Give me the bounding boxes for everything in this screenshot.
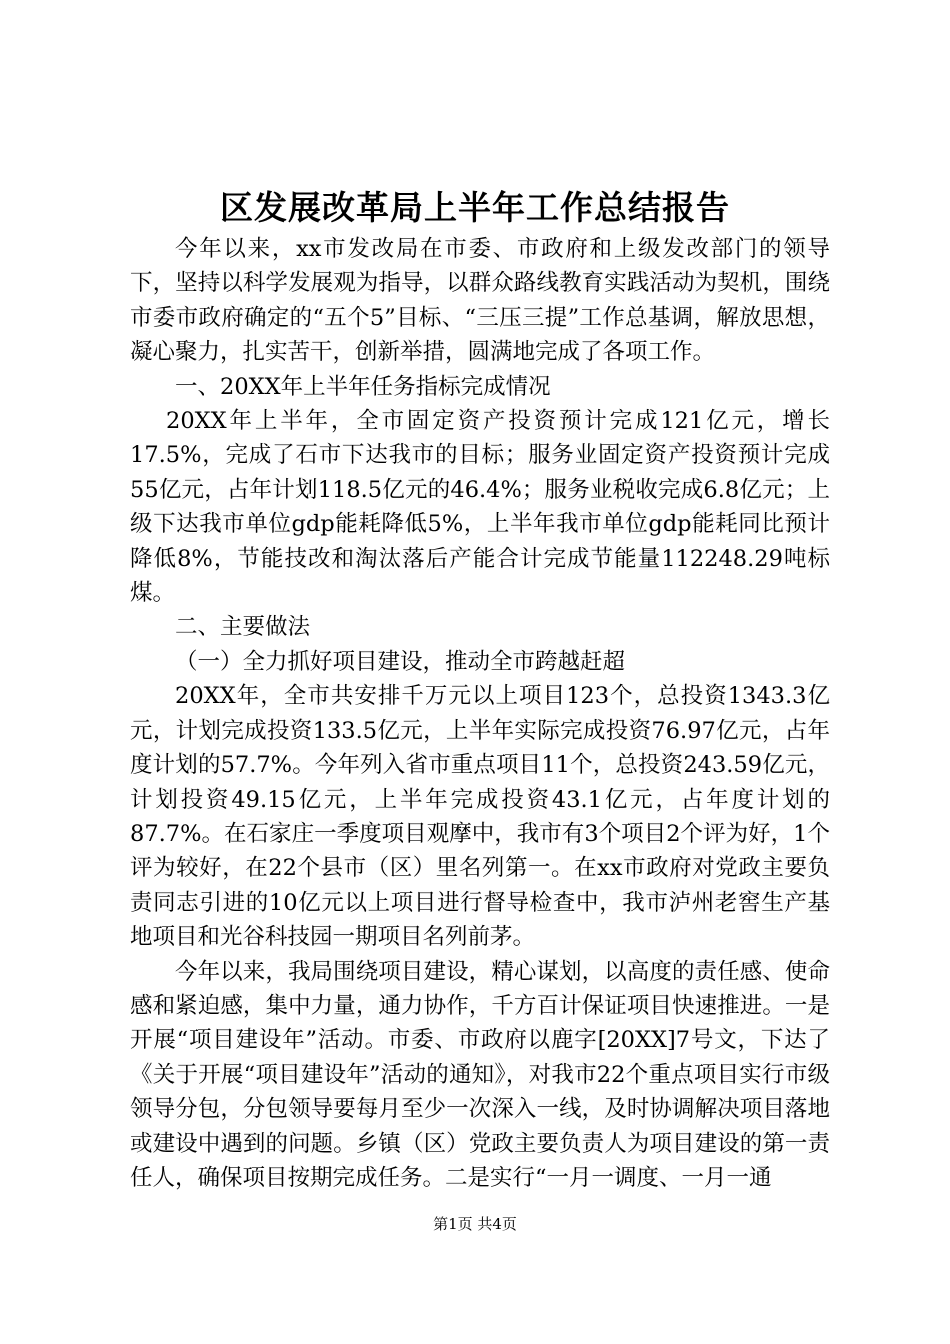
section-heading-2: 二、主要做法 (175, 614, 311, 641)
projects-paragraph: 20XX年，全市共安排千万元以上项目123个，总投资1343.3亿元，计划完成投资133.5亿元，上半年实际完成投资76.97亿元，占年度计划的57.7%。今年列入省市重点项目11个，总投资243.59亿元，计划投资49.15亿元，上半年完成投资43.1亿元，占年度计划的87.7%。在石家庄一季度项目观摩中，我市有3个项目2个评为好，1个评为较好，在22个县市（区）里名列第一。在xx市政府对党政主要负责同志引进的10亿元以上项目进行督导检查中，我市泸州老窖生产基地项目和光谷科技园一期项目名列前茅。 (130, 683, 830, 951)
document-body (130, 232, 830, 1195)
intro-paragraph: 今年以来，xx市发改局在市委、市政府和上级发改部门的领导下，坚持以科学发展观为指导，以群众路线教育实践活动为契机，围绕市委市政府确定的“五个5”目标、“三压三提”工作总基调，解放思想，凝心聚力，扎实苦干，创新举措，圆满地完成了各项工作。 (130, 236, 830, 366)
subsection-heading-1: （一）全力抓好项目建设，推动全市跨越赶超 (175, 648, 626, 675)
measures-paragraph: 今年以来，我局围绕项目建设，精心谋划，以高度的责任感、使命感和紧迫感，集中力量，通力协作，千方百计保证项目快速推进。一是开展“项目建设年”活动。市委、市政府以鹿字[20XX]7号文，下达了《关于开展“项目建设年”活动的通知》，对我市22个重点项目实行市级领导分包，分包领导要每月至少一次深入一线，及时协调解决项目落地或建设中遇到的问题。乡镇（区）党政主要负责人为项目建设的第一责任人，确保项目按期完成任务。二是实行“一月一调度、一月一通 (130, 958, 830, 1191)
document-title: 区发展改革局上半年工作总结报告 (220, 188, 730, 227)
section-heading-1: 一、20XX年上半年任务指标完成情况 (175, 373, 551, 400)
page-footer: 第1页 共4页 (433, 1215, 517, 1233)
indicators-paragraph: 20XX年上半年，全市固定资产投资预计完成121亿元，增长17.5%，完成了石市下达我市的目标；服务业固定资产投资预计完成55亿元，占年计划118.5亿元的46.4%；服务业税收完成6.8亿元；上级下达我市单位gdp能耗降低5%，上半年我市单位gdp能耗同比预计降低8%，节能技改和淘汰落后产能合计完成节能量112248.29吨标煤。 (130, 408, 830, 607)
